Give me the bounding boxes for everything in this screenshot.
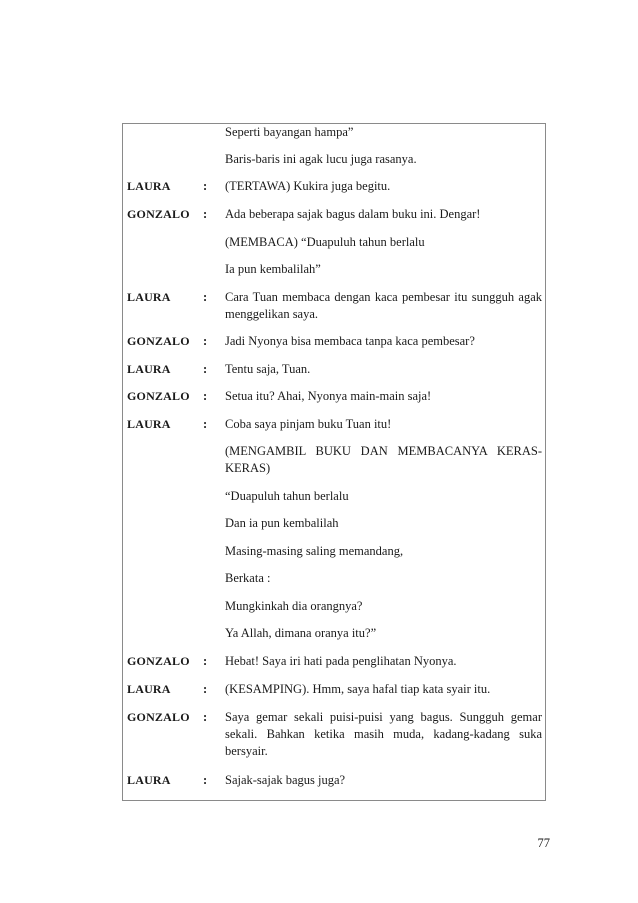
dialogue-text: Hebat! Saya iri hati pada penglihatan Nyonya. xyxy=(225,654,457,668)
dialogue-text: Mungkinkah dia orangnya? xyxy=(225,599,363,613)
speaker-colon: : xyxy=(203,389,208,403)
dialogue-text: Ia pun kembalilah” xyxy=(225,262,321,276)
speaker-name: LAURA xyxy=(127,417,171,431)
dialogue-text: (MEMBACA) “Duapuluh tahun berlalu xyxy=(225,235,425,249)
dialogue-text: (MENGAMBIL BUKU DAN MEMBACANYA KERAS-KERAS) xyxy=(225,444,542,475)
dialogue-text: Masing-masing saling memandang, xyxy=(225,544,404,558)
speaker-colon: : xyxy=(203,334,208,348)
speaker-name: LAURA xyxy=(127,682,171,696)
dialogue-text: Dan ia pun kembalilah xyxy=(225,516,339,530)
script-table xyxy=(122,123,546,801)
speaker-name: LAURA xyxy=(127,773,171,787)
dialogue-text: Sajak-sajak bagus juga? xyxy=(225,773,346,787)
speaker-colon: : xyxy=(203,207,208,221)
speaker-colon: : xyxy=(203,290,208,304)
dialogue-text: Coba saya pinjam buku Tuan itu! xyxy=(225,417,392,431)
page-number: 77 xyxy=(537,836,550,850)
dialogue-text: Berkata : xyxy=(225,571,271,585)
speaker-colon: : xyxy=(203,773,208,787)
dialogue-text: Baris-baris ini agak lucu juga rasanya. xyxy=(225,152,417,166)
speaker-name: LAURA xyxy=(127,362,171,376)
dialogue-text: Ada beberapa sajak bagus dalam buku ini. Dengar! xyxy=(225,207,481,221)
speaker-name: GONZALO xyxy=(127,710,190,724)
dialogue-text: Setua itu? Ahai, Nyonya main-main saja! xyxy=(225,389,432,403)
speaker-name: GONZALO xyxy=(127,389,190,403)
speaker-colon: : xyxy=(203,362,208,376)
dialogue-text: Cara Tuan membaca dengan kaca pembesar itu sungguh agak menggelikan saya. xyxy=(225,290,542,321)
dialogue-text: (KESAMPING). Hmm, saya hafal tiap kata syair itu. xyxy=(225,682,491,696)
dialogue-text: (TERTAWA) Kukira juga begitu. xyxy=(225,179,391,193)
speaker-name: GONZALO xyxy=(127,654,190,668)
speaker-name: LAURA xyxy=(127,179,171,193)
speaker-name: GONZALO xyxy=(127,334,190,348)
speaker-colon: : xyxy=(203,654,208,668)
speaker-colon: : xyxy=(203,417,208,431)
dialogue-text: Saya gemar sekali puisi-puisi yang bagus. Sungguh gemar sekali. Bahkan ketika masih muda, kadang-kadang suka bersyair. xyxy=(225,710,542,758)
speaker-name: GONZALO xyxy=(127,207,190,221)
dialogue-text: Ya Allah, dimana oranya itu?” xyxy=(225,626,377,640)
dialogue-text: Jadi Nyonya bisa membaca tanpa kaca pembesar? xyxy=(225,334,475,348)
dialogue-text: “Duapuluh tahun berlalu xyxy=(225,489,349,503)
speaker-colon: : xyxy=(203,682,208,696)
speaker-colon: : xyxy=(203,710,208,724)
dialogue-text: Seperti bayangan hampa” xyxy=(225,125,354,139)
speaker-colon: : xyxy=(203,179,208,193)
dialogue-text: Tentu saja, Tuan. xyxy=(225,362,311,376)
speaker-name: LAURA xyxy=(127,290,171,304)
